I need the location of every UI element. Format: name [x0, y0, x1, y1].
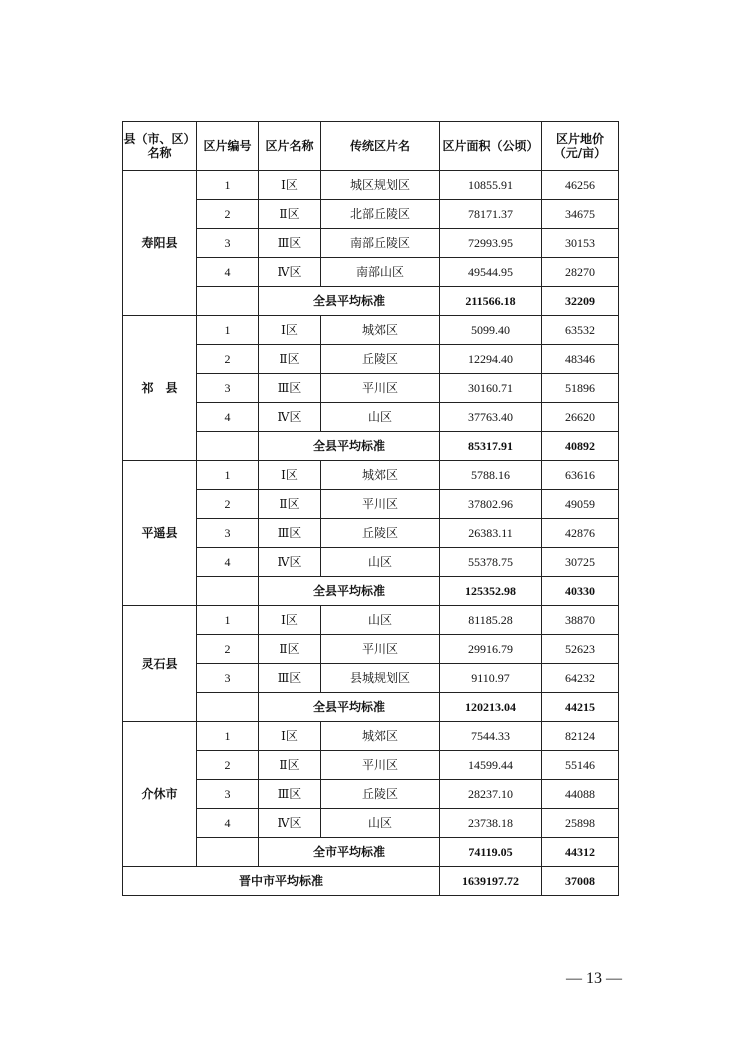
zone-name: Ⅲ区	[259, 519, 321, 548]
zone-name: Ⅰ区	[259, 316, 321, 345]
zone-price: 63532	[542, 316, 619, 345]
table-row	[123, 548, 619, 577]
header-traditional: 传统区片名	[321, 122, 440, 171]
traditional-zone-name: 平川区	[321, 374, 440, 403]
zone-code: 4	[197, 258, 259, 287]
grand-total-area: 1639197.72	[440, 867, 542, 896]
zone-code: 2	[197, 635, 259, 664]
zone-area: 12294.40	[440, 345, 542, 374]
page-number: — 13 —	[566, 970, 622, 987]
zone-name: Ⅱ区	[259, 751, 321, 780]
table-row	[123, 374, 619, 403]
zone-price: 25898	[542, 809, 619, 838]
zone-area: 37763.40	[440, 403, 542, 432]
subtotal-area: 74119.05	[440, 838, 542, 867]
zone-name: Ⅲ区	[259, 780, 321, 809]
traditional-zone-name: 山区	[321, 403, 440, 432]
zone-code: 4	[197, 548, 259, 577]
zone-name: Ⅳ区	[259, 548, 321, 577]
zone-code: 1	[197, 461, 259, 490]
zone-area: 81185.28	[440, 606, 542, 635]
zone-area: 78171.37	[440, 200, 542, 229]
traditional-zone-name: 丘陵区	[321, 345, 440, 374]
zone-area: 9110.97	[440, 664, 542, 693]
traditional-zone-name: 城郊区	[321, 316, 440, 345]
zone-code: 1	[197, 171, 259, 200]
table-row	[123, 780, 619, 809]
zone-code: 3	[197, 374, 259, 403]
zone-area: 55378.75	[440, 548, 542, 577]
county-name: 祁 县	[123, 316, 197, 461]
traditional-zone-name: 平川区	[321, 751, 440, 780]
zone-area: 72993.95	[440, 229, 542, 258]
zone-price: 51896	[542, 374, 619, 403]
zone-code: 3	[197, 519, 259, 548]
traditional-zone-name: 北部丘陵区	[321, 200, 440, 229]
subtotal-blank	[197, 577, 259, 606]
zone-area: 30160.71	[440, 374, 542, 403]
zone-price: 48346	[542, 345, 619, 374]
table-row	[123, 461, 619, 490]
zone-name: Ⅰ区	[259, 171, 321, 200]
zone-price: 44088	[542, 780, 619, 809]
zone-name: Ⅱ区	[259, 635, 321, 664]
subtotal-blank	[197, 287, 259, 316]
grand-total-row	[123, 867, 619, 896]
subtotal-area: 125352.98	[440, 577, 542, 606]
subtotal-label: 全县平均标准	[259, 693, 440, 722]
zone-code: 1	[197, 316, 259, 345]
zone-area: 26383.11	[440, 519, 542, 548]
traditional-zone-name: 南部山区	[321, 258, 440, 287]
land-price-table	[122, 121, 619, 896]
zone-price: 28270	[542, 258, 619, 287]
zone-name: Ⅱ区	[259, 490, 321, 519]
table-row	[123, 345, 619, 374]
table-row	[123, 403, 619, 432]
zone-name: Ⅳ区	[259, 258, 321, 287]
traditional-zone-name: 平川区	[321, 635, 440, 664]
header-name: 区片名称	[259, 122, 321, 171]
zone-code: 1	[197, 722, 259, 751]
zone-price: 63616	[542, 461, 619, 490]
zone-price: 26620	[542, 403, 619, 432]
county-name: 寿阳县	[123, 171, 197, 316]
traditional-zone-name: 县城规划区	[321, 664, 440, 693]
subtotal-price: 40330	[542, 577, 619, 606]
zone-code: 3	[197, 229, 259, 258]
table-row	[123, 490, 619, 519]
table-row	[123, 722, 619, 751]
zone-area: 10855.91	[440, 171, 542, 200]
subtotal-blank	[197, 693, 259, 722]
subtotal-price: 40892	[542, 432, 619, 461]
traditional-zone-name: 平川区	[321, 490, 440, 519]
header-county: 县（市、区）名称	[123, 122, 197, 171]
table-row	[123, 664, 619, 693]
grand-total-label: 晋中市平均标准	[123, 867, 440, 896]
zone-price: 34675	[542, 200, 619, 229]
table-row	[123, 258, 619, 287]
zone-price: 30153	[542, 229, 619, 258]
zone-price: 82124	[542, 722, 619, 751]
header-code: 区片编号	[197, 122, 259, 171]
zone-price: 30725	[542, 548, 619, 577]
subtotal-row	[123, 577, 619, 606]
zone-area: 5099.40	[440, 316, 542, 345]
zone-price: 42876	[542, 519, 619, 548]
zone-area: 5788.16	[440, 461, 542, 490]
zone-name: Ⅰ区	[259, 461, 321, 490]
zone-price: 52623	[542, 635, 619, 664]
zone-code: 4	[197, 403, 259, 432]
zone-price: 49059	[542, 490, 619, 519]
table-row	[123, 316, 619, 345]
header-area: 区片面积（公顷）	[440, 122, 542, 171]
traditional-zone-name: 山区	[321, 809, 440, 838]
table-body	[123, 171, 619, 867]
table-row	[123, 519, 619, 548]
zone-name: Ⅱ区	[259, 200, 321, 229]
subtotal-area: 85317.91	[440, 432, 542, 461]
traditional-zone-name: 丘陵区	[321, 519, 440, 548]
table-row	[123, 809, 619, 838]
zone-code: 2	[197, 345, 259, 374]
traditional-zone-name: 城区规划区	[321, 171, 440, 200]
traditional-zone-name: 南部丘陵区	[321, 229, 440, 258]
county-name: 平遥县	[123, 461, 197, 606]
subtotal-price: 44215	[542, 693, 619, 722]
county-name: 灵石县	[123, 606, 197, 722]
zone-price: 64232	[542, 664, 619, 693]
zone-area: 37802.96	[440, 490, 542, 519]
table-row	[123, 229, 619, 258]
traditional-zone-name: 山区	[321, 548, 440, 577]
subtotal-price: 44312	[542, 838, 619, 867]
subtotal-label: 全县平均标准	[259, 432, 440, 461]
subtotal-row	[123, 287, 619, 316]
traditional-zone-name: 城郊区	[321, 461, 440, 490]
traditional-zone-name: 丘陵区	[321, 780, 440, 809]
zone-code: 1	[197, 606, 259, 635]
subtotal-row	[123, 693, 619, 722]
zone-area: 29916.79	[440, 635, 542, 664]
zone-code: 2	[197, 490, 259, 519]
zone-name: Ⅳ区	[259, 809, 321, 838]
zone-price: 55146	[542, 751, 619, 780]
subtotal-area: 211566.18	[440, 287, 542, 316]
subtotal-row	[123, 432, 619, 461]
zone-area: 28237.10	[440, 780, 542, 809]
subtotal-label: 全市平均标准	[259, 838, 440, 867]
table-row	[123, 606, 619, 635]
zone-area: 14599.44	[440, 751, 542, 780]
county-name: 介休市	[123, 722, 197, 867]
zone-area: 7544.33	[440, 722, 542, 751]
zone-code: 3	[197, 780, 259, 809]
zone-code: 3	[197, 664, 259, 693]
zone-name: Ⅲ区	[259, 374, 321, 403]
subtotal-label: 全县平均标准	[259, 577, 440, 606]
zone-price: 38870	[542, 606, 619, 635]
subtotal-area: 120213.04	[440, 693, 542, 722]
zone-name: Ⅰ区	[259, 722, 321, 751]
header-price: 区片地价（元/亩）	[542, 122, 619, 171]
subtotal-blank	[197, 432, 259, 461]
subtotal-row	[123, 838, 619, 867]
zone-code: 2	[197, 200, 259, 229]
zone-area: 23738.18	[440, 809, 542, 838]
traditional-zone-name: 城郊区	[321, 722, 440, 751]
table-row	[123, 200, 619, 229]
zone-code: 4	[197, 809, 259, 838]
zone-name: Ⅱ区	[259, 345, 321, 374]
table-row	[123, 751, 619, 780]
zone-name: Ⅰ区	[259, 606, 321, 635]
zone-code: 2	[197, 751, 259, 780]
subtotal-label: 全县平均标准	[259, 287, 440, 316]
table-header-row	[123, 122, 619, 171]
table-row	[123, 171, 619, 200]
traditional-zone-name: 山区	[321, 606, 440, 635]
subtotal-blank	[197, 838, 259, 867]
subtotal-price: 32209	[542, 287, 619, 316]
zone-name: Ⅲ区	[259, 664, 321, 693]
zone-name: Ⅳ区	[259, 403, 321, 432]
grand-total-price: 37008	[542, 867, 619, 896]
table-row	[123, 635, 619, 664]
zone-price: 46256	[542, 171, 619, 200]
zone-area: 49544.95	[440, 258, 542, 287]
zone-name: Ⅲ区	[259, 229, 321, 258]
